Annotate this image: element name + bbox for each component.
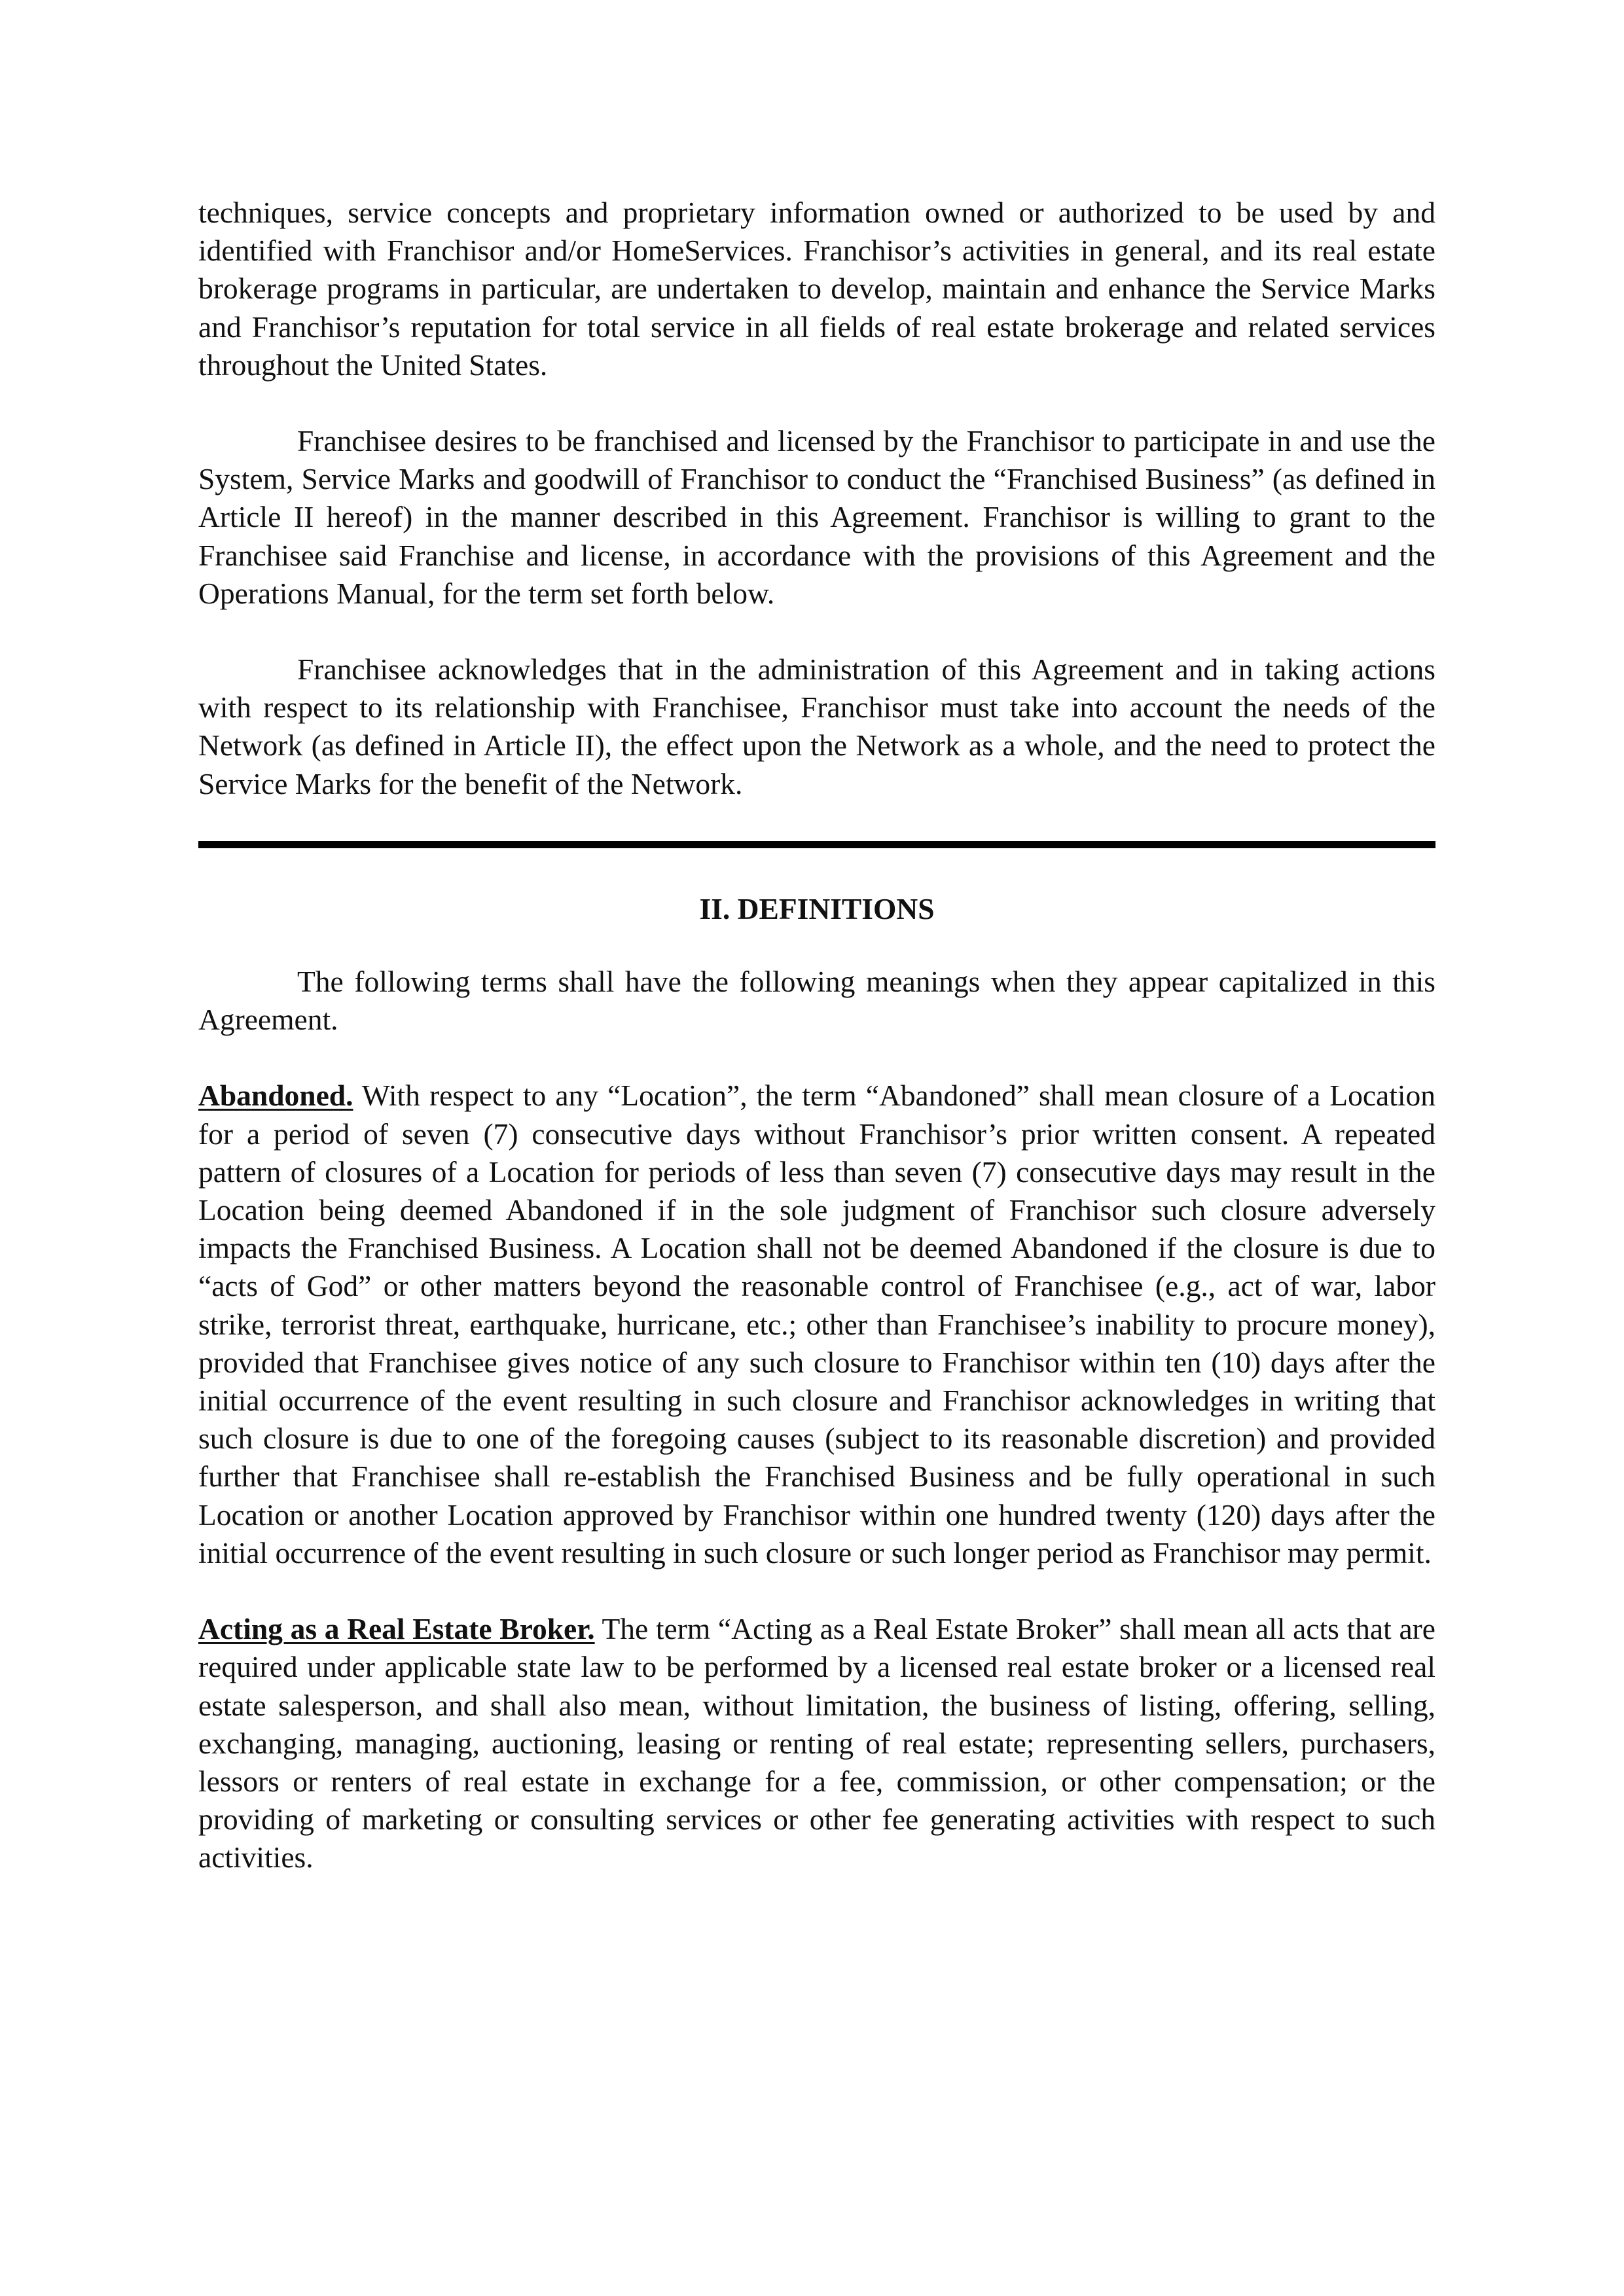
paragraph-franchisee-acknowledges: Franchisee acknowledges that in the administration of this Agreement and in taking actions with respect to its relationship with Franchisee, Franchisor must take into account the needs of the Network (as defined in Article II), the effect upon the Network as a whole, and the need to protect the Service Marks for the benefit of the Network.: [198, 653, 1435, 800]
definition-text: The term “Acting as a Real Estate Broker” shall mean all acts that are required under applicable state law to be performed by a licensed real estate broker or a licensed real estate salesperson, and shall also mean, without limitation, the business of listing, offering, selling, exchanging, managing, auctioning, leasing or renting of real estate; representing sellers, purchasers, lessors or renters of real estate in exchange for a fee, commission, or other compensation; or the providing of marketing or consulting services or other fee generating activities with respect to such activities.: [198, 1612, 1435, 1874]
definition-acting-as-real-estate-broker: [198, 1610, 1435, 1876]
definition-term: Acting as a Real Estate Broker.: [198, 1612, 595, 1646]
paragraph-intro-continued: techniques, service concepts and proprietary information owned or authorized to be used by and identified with Franchisor and/or HomeServices. Franchisor’s activities in general, and its real estate brokerage programs in particular, are undertaken to develop, maintain and enhance the Service Marks and Franchisor’s reputation for total service in all fields of real estate brokerage and related services throughout the United States.: [198, 196, 1435, 382]
definition-abandoned: [198, 1077, 1435, 1572]
page-content: [198, 194, 1435, 1915]
definition-term: Abandoned.: [198, 1079, 353, 1113]
section-heading-definitions: II. DEFINITIONS: [699, 891, 935, 925]
section-divider: [198, 841, 1435, 848]
paragraph-franchisee-desires: Franchisee desires to be franchised and licensed by the Franchisor to participate in and use the System, Service Marks and goodwill of Franchisor to conduct the “Franchised Business” (as defined in Article II hereof) in the manner described in this Agreement. Franchisor is willing to grant to the Franchisee said Franchise and license, in accordance with the provisions of this Agreement and the Operations Manual, for the term set forth below.: [198, 424, 1435, 610]
definitions-intro: The following terms shall have the following meanings when they appear capitalized in this Agreement.: [198, 965, 1435, 1037]
definition-text: With respect to any “Location”, the term “Abandoned” shall mean closure of a Location for a period of seven (7) consecutive days without Franchisor’s prior written consent. A repeated pattern of closures of a Location for periods of less than seven (7) consecutive days may result in the Location being deemed Abandoned if in the sole judgment of Franchisor such closure adversely impacts the Franchised Business. A Location shall not be deemed Abandoned if the closure is due to “acts of God” or other matters beyond the reasonable control of Franchisee (e.g., act of war, labor strike, terrorist threat, earthquake, hurricane, etc.; other than Franchisee’s inability to procure money), provided that Franchisee gives notice of any such closure to Franchisor within ten (10) days after the initial occurrence of the event resulting in such closure and Franchisor acknowledges in writing that such closure is due to one of the foregoing causes (subject to its reasonable discretion) and provided further that Franchisee shall re-establish the Franchised Business and be fully operational in such Location or another Location approved by Franchisor within one hundred twenty (120) days after the initial occurrence of the event resulting in such closure or such longer period as Franchisor may permit.: [198, 1079, 1435, 1570]
